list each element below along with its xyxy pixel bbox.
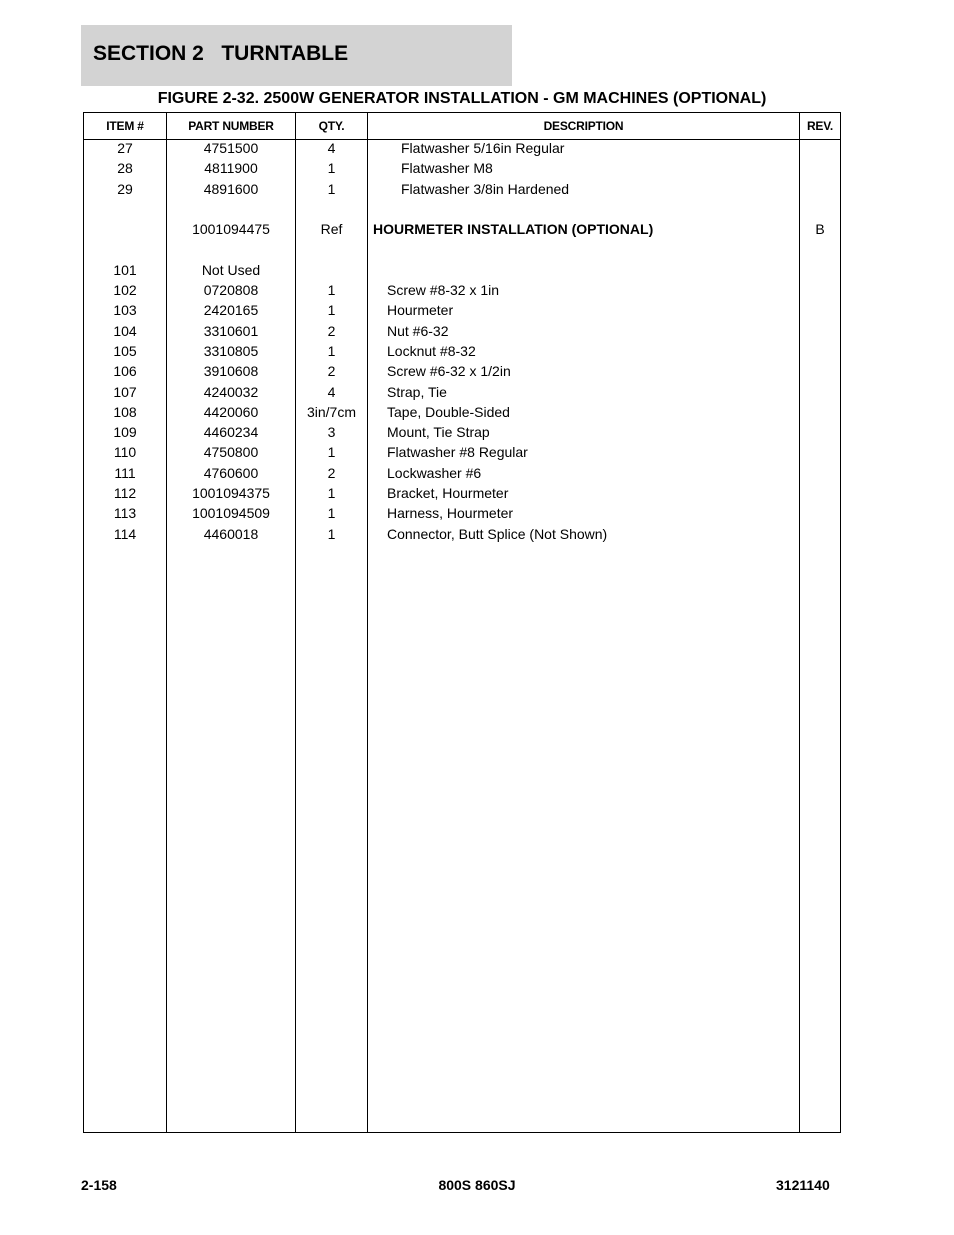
header-description: DESCRIPTION: [543, 119, 624, 133]
cell-quantity: 1: [327, 282, 336, 299]
table-row: [84, 465, 840, 485]
cell-part-number: 1001094475: [192, 221, 270, 238]
cell-description: Flatwasher 3/8in Hardened: [401, 180, 570, 197]
cell-quantity: 1: [327, 180, 336, 197]
table-row: [84, 302, 840, 322]
header-part-number: PART NUMBER: [188, 119, 274, 133]
table-row: [84, 282, 840, 302]
table-row: [84, 404, 840, 424]
cell-item-number: 107: [113, 383, 137, 400]
cell-quantity: 2: [327, 464, 336, 481]
cell-description: Mount, Tie Strap: [387, 424, 490, 441]
cell-quantity: Ref: [320, 221, 343, 238]
table-spacer-row: [84, 241, 840, 261]
cell-part-number: 1001094509: [192, 505, 270, 522]
table-spacer-row: [84, 201, 840, 221]
parts-table: [83, 112, 841, 1133]
section-header: [81, 25, 512, 86]
cell-part-number: 4240032: [203, 383, 259, 400]
cell-quantity: 3: [327, 424, 336, 441]
cell-item-number: 106: [113, 363, 137, 380]
cell-quantity: 2: [327, 363, 336, 380]
table-row: [84, 140, 840, 160]
table-row: [84, 262, 840, 282]
cell-quantity: 4: [327, 140, 336, 156]
footer-page-number: 2-158: [81, 1177, 117, 1193]
cell-description: Nut #6-32: [387, 322, 449, 339]
cell-part-number: 4460018: [203, 525, 259, 542]
cell-description: HOURMETER INSTALLATION (OPTIONAL): [373, 221, 654, 238]
cell-description: Flatwasher M8: [401, 160, 493, 177]
cell-quantity: 2: [327, 322, 336, 339]
cell-quantity: 1: [327, 160, 336, 177]
cell-item-number: 103: [113, 302, 137, 319]
table-row: [84, 485, 840, 505]
cell-quantity: 1: [327, 525, 336, 542]
cell-description: Strap, Tie: [387, 383, 447, 400]
cell-description: Lockwasher #6: [387, 464, 482, 481]
table-row: [84, 384, 840, 404]
cell-item-number: 109: [113, 424, 137, 441]
cell-part-number: 4750800: [203, 444, 259, 461]
section-title: SECTION 2 TURNTABLE: [93, 42, 349, 65]
table-row: [84, 343, 840, 363]
cell-quantity: 1: [327, 444, 336, 461]
cell-part-number: 3310601: [203, 322, 259, 339]
table-body: [84, 140, 840, 546]
cell-part-number: 4811900: [204, 160, 258, 177]
cell-part-number: 3910608: [203, 363, 259, 380]
table-row: [84, 505, 840, 525]
table-row: [84, 323, 840, 343]
cell-description: Connector, Butt Splice (Not Shown): [387, 525, 608, 542]
cell-quantity: 1: [327, 342, 336, 359]
cell-item-number: 101: [113, 261, 137, 278]
table-row: [84, 181, 840, 201]
header-qty: QTY.: [318, 119, 345, 133]
table-row: [84, 363, 840, 383]
table-row: [84, 444, 840, 464]
cell-description: Harness, Hourmeter: [387, 505, 514, 522]
cell-description: Hourmeter: [387, 302, 454, 319]
cell-item-number: 108: [113, 403, 137, 420]
cell-item-number: 104: [113, 322, 137, 339]
figure-title: FIGURE 2-32. 2500W GENERATOR INSTALLATION - GM MACHINES (OPTIONAL): [157, 90, 767, 107]
cell-item-number: 113: [113, 505, 137, 522]
cell-part-number: 4891600: [203, 180, 259, 197]
footer-model: 800S 860SJ: [438, 1177, 516, 1193]
cell-part-number: 0720808: [203, 282, 259, 299]
cell-item-number: 111: [114, 464, 136, 481]
cell-part-number: 4420060: [203, 403, 259, 420]
cell-item-number: 112: [113, 485, 137, 502]
cell-part-number: 4751500: [203, 140, 259, 156]
cell-revision: B: [815, 221, 825, 238]
cell-part-number: 4760600: [203, 464, 259, 481]
cell-item-number: 27: [117, 140, 133, 156]
cell-item-number: 102: [113, 282, 137, 299]
cell-quantity: 4: [327, 383, 336, 400]
footer-doc-number: 3121140: [776, 1177, 830, 1193]
cell-description: Bracket, Hourmeter: [387, 485, 509, 502]
table-row: [84, 160, 840, 180]
table-row: [84, 526, 840, 546]
table-row: [84, 424, 840, 444]
cell-part-number: 2420165: [203, 302, 259, 319]
cell-description: Flatwasher #8 Regular: [387, 444, 528, 461]
cell-part-number: Not Used: [201, 261, 261, 278]
cell-quantity: 1: [327, 485, 336, 502]
cell-description: Tape, Double-Sided: [387, 403, 510, 420]
cell-quantity: 1: [327, 505, 336, 522]
cell-quantity: 1: [327, 302, 336, 319]
cell-description: Flatwasher 5/16in Regular: [401, 140, 565, 156]
cell-description: Locknut #8-32: [387, 342, 476, 359]
header-item: ITEM #: [106, 119, 144, 133]
cell-part-number: 1001094375: [192, 485, 270, 502]
cell-quantity: 3in/7cm: [306, 403, 357, 420]
cell-item-number: 29: [117, 180, 133, 197]
cell-description: Screw #8-32 x 1in: [387, 282, 500, 299]
cell-item-number: 114: [113, 525, 137, 542]
cell-item-number: 105: [113, 342, 137, 359]
table-row: [84, 221, 840, 241]
cell-item-number: 110: [113, 444, 137, 461]
cell-description: Screw #6-32 x 1/2in: [387, 363, 511, 380]
header-rev: REV.: [806, 119, 834, 133]
cell-part-number: 3310805: [203, 342, 259, 359]
cell-part-number: 4460234: [203, 424, 259, 441]
cell-item-number: 28: [117, 160, 133, 177]
